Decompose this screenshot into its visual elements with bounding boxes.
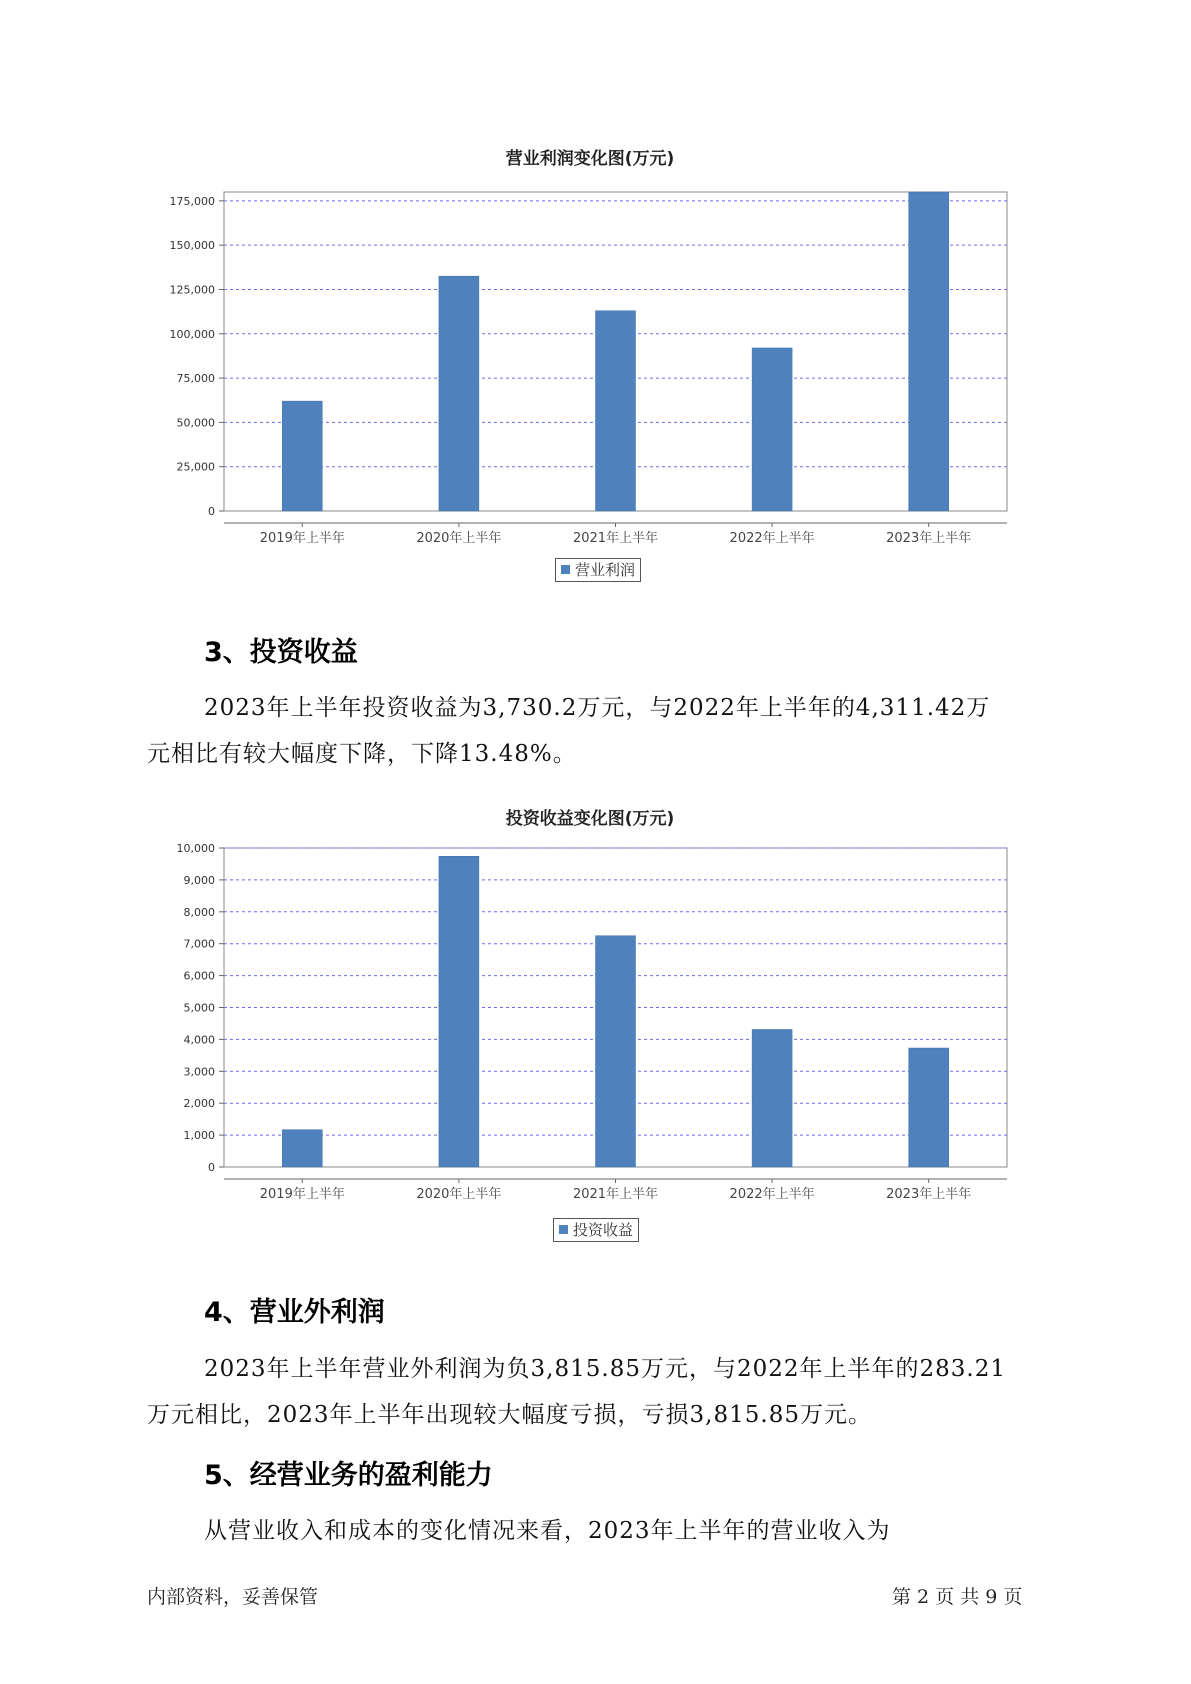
bar	[439, 276, 479, 511]
y-tick-label: 50,000	[176, 416, 215, 430]
legend-swatch	[559, 1225, 568, 1234]
y-tick-label: 1,000	[183, 1129, 215, 1143]
chart-title: 投资收益变化图(万元)	[505, 809, 675, 829]
paragraph-line: 万元相比，2023年上半年出现较大幅度亏损，亏损3,815.85万元。	[147, 1402, 872, 1428]
legend-label: 投资收益	[573, 1221, 634, 1239]
legend-swatch	[561, 565, 570, 574]
paragraph-line: 2023年上半年营业外利润为负3,815.85万元，与2022年上半年的283.21	[204, 1356, 1006, 1382]
y-tick-label: 0	[208, 505, 215, 518]
footer-note: 内部资料，妥善保管	[147, 1586, 319, 1608]
paragraph-line: 元相比有较大幅度下降，下降13.48%。	[147, 741, 577, 767]
y-tick-label: 175,000	[169, 194, 215, 208]
x-tick-label: 2022年上半年	[729, 531, 815, 546]
x-tick-label: 2019年上半年	[259, 531, 345, 546]
bar	[909, 192, 949, 511]
x-tick-label: 2020年上半年	[416, 531, 502, 546]
bar	[439, 856, 479, 1167]
y-tick-label: 75,000	[176, 372, 215, 386]
x-tick-label: 2019年上半年	[259, 1187, 345, 1202]
x-tick-label: 2023年上半年	[886, 1187, 972, 1202]
y-tick-label: 10,000	[176, 842, 215, 855]
x-tick-label: 2021年上半年	[572, 1187, 659, 1202]
y-tick-label: 0	[208, 1161, 215, 1174]
x-tick-label: 2021年上半年	[572, 531, 659, 546]
x-tick-label: 2020年上半年	[416, 1187, 502, 1202]
x-tick-label: 2023年上半年	[886, 531, 972, 546]
y-tick-label: 9,000	[183, 873, 215, 887]
y-tick-label: 4,000	[183, 1033, 215, 1047]
bar	[752, 1029, 792, 1167]
section-heading: 4、营业外利润	[204, 1297, 385, 1328]
chart-legend	[553, 1218, 639, 1242]
investment-income-chart	[160, 800, 1020, 1260]
y-tick-label: 5,000	[183, 1001, 215, 1015]
bar	[909, 1048, 949, 1167]
section-heading: 3、投资收益	[204, 637, 358, 668]
y-tick-label: 7,000	[183, 937, 215, 951]
y-tick-label: 8,000	[183, 905, 215, 919]
bar	[752, 348, 792, 511]
y-tick-label: 2,000	[183, 1097, 215, 1111]
chart-title: 营业利润变化图(万元)	[505, 149, 675, 169]
bar	[282, 1130, 322, 1167]
operating-profit-chart	[160, 140, 1020, 600]
chart-plot	[160, 184, 1020, 594]
y-tick-label: 3,000	[183, 1065, 215, 1079]
section-heading: 5、经营业务的盈利能力	[204, 1460, 493, 1491]
y-tick-label: 150,000	[169, 239, 215, 253]
paragraph-line: 2023年上半年投资收益为3,730.2万元，与2022年上半年的4,311.42万	[204, 695, 991, 721]
bar	[282, 401, 322, 511]
bar	[596, 936, 636, 1167]
legend-label: 营业利润	[575, 561, 636, 579]
x-tick-label: 2022年上半年	[729, 1187, 815, 1202]
paragraph-line: 从营业收入和成本的变化情况来看，2023年上半年的营业收入为	[204, 1518, 891, 1544]
page-number: 第 2 页 共 9 页	[892, 1586, 1023, 1608]
bar	[596, 311, 636, 511]
y-tick-label: 6,000	[183, 969, 215, 983]
y-tick-label: 25,000	[176, 460, 215, 474]
y-tick-label: 100,000	[169, 327, 215, 341]
chart-plot	[160, 840, 1020, 1250]
chart-legend	[555, 558, 641, 582]
y-tick-label: 125,000	[169, 283, 215, 297]
